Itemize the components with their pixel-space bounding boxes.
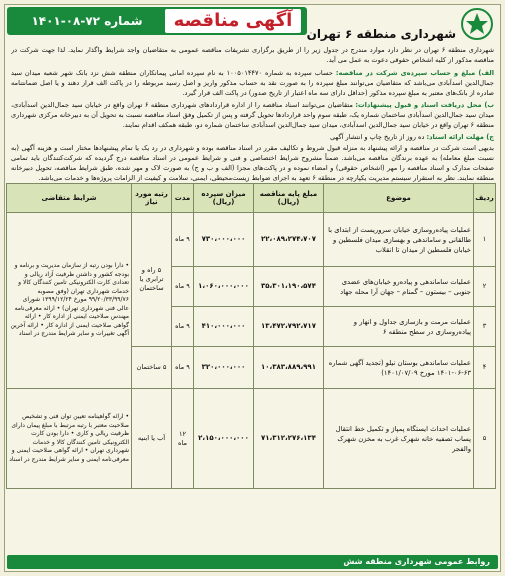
row-number: ۲ <box>474 267 496 307</box>
row-base-price: ۳۵،۳۰۱،۱۹۰،۵۷۴ <box>254 267 324 307</box>
row-base-price: ۱۳،۴۷۲،۷۹۲،۷۱۷ <box>254 307 324 347</box>
section-b-text: متقاضیان می‌توانند اسناد مناقصه را از اداره قراردادهای شهرداری منطقه ۶ تهران واقع در خیابان سید جمال‌الدین اسدآبادی، میدان سید جمال‌الدین اسدآبادی ساختمان شماره یک، طبقه سوم واحد قراردادها تحویل گرفته و پس از تکمیل وفق اسناد مناقصه نسبت به تحویل آن به دبیرخانه مرکزی شهرداری منطقه ۶ تهران واقع در خیابان سید جمال‌الدین اسدآبادی، میدان سید جمال‌الدین اسدآبادی ساختمان شماره دو، طبقه همکف اقدام نمایند. <box>11 101 494 129</box>
row-deposit: ۷۳۰،۰۰۰،۰۰۰ <box>194 213 254 267</box>
row-subject: عملیات ساماندهی و پیاده‌رو خیابان‌های عضدی جنوبی – بیستون – گمنام – جهان آرا محله جهاد <box>324 267 474 307</box>
section-a <box>11 68 494 99</box>
col-deposit: میزان سپرده (ریال) <box>194 184 254 213</box>
row-number: ۱ <box>474 213 496 267</box>
tender-notice-page <box>4 4 501 572</box>
row-rank: ۵ راه و ترابری یا ساختمان <box>132 213 172 347</box>
row-subject: عملیات مرمت و بازسازی جداول و انهار و پیاده‌روسازی در سطح منطقه ۶ <box>324 307 474 347</box>
footer-bar <box>7 555 498 569</box>
table-header-row <box>7 184 496 213</box>
municipality-logo-icon <box>460 7 494 41</box>
conditions-paragraph <box>11 143 494 183</box>
row-duration: ۹ ماه <box>172 267 194 307</box>
row-deposit: ۳۲۰،۰۰۰،۰۰۰ <box>194 347 254 389</box>
notice-header <box>7 7 498 43</box>
section-c-title: ج) مهلت ارائه اسناد: <box>426 133 494 141</box>
section-b <box>11 100 494 131</box>
row-number: ۴ <box>474 347 496 389</box>
section-c <box>11 132 494 142</box>
row-duration: ۹ ماه <box>172 213 194 267</box>
tender-items-table <box>6 183 496 489</box>
banner <box>7 7 307 35</box>
col-conditions: شرایط متقاضی <box>7 184 132 213</box>
org-title: شهرداری منطقه ۶ تهران <box>306 27 456 41</box>
row-subject: عملیات ساماندهی بوستان نیلو (تجدید آگهی شماره ۶۳-۰۶-۱۴۰۱ مورخ ۱۴۰۱/۰۷/۰۹) <box>324 347 474 389</box>
row-subject: عملیات احداث ایستگاه پمپاژ و تکمیل خط انتقال پساب تصفیه خانه شهرک غرب به مخزن شهرک والفجر <box>324 389 474 489</box>
row-deposit: ۴۱۰،۰۰۰،۰۰۰ <box>194 307 254 347</box>
row-conditions: • دارا بودن رتبه از سازمان مدیریت و برنامه و بودجه کشور و داشتن ظرفیت آزاد ریالی و تعدادی کارت الکترونیکی تامین کنندگان کالا و خدمات شهرداری تهران (وفق مصوبه ۹۹/۲۰/۳۳/۹۹/۷۶ مورخ ۱۳۹۹/۱۲/۲۴ شورای عالی فنی شهرداری تهران) • ارائه معرفی‌نامه مهندس صلاحیت ایمنی از اداره کار • ارائه گواهی صلاحیت ایمنی از اداره کار • ارائه آخرین آگهی تغییرات و سایر شرایط مندرج در اسناد <box>7 213 132 389</box>
row-base-price: ۱۰،۳۸۳،۸۸۹،۹۹۱ <box>254 347 324 389</box>
col-duration: مدت <box>172 184 194 213</box>
section-c-text: ده روز از تاریخ چاپ و انتشار آگهی <box>329 133 425 141</box>
row-number: ۳ <box>474 307 496 347</box>
section-b-title: ب) محل دریافت اسناد و قبول پیشنهادات: <box>355 101 494 109</box>
row-rank: آب یا ابنیه <box>132 389 172 489</box>
col-base-price: مبلغ پایه مناقصه (ریال) <box>254 184 324 213</box>
footer-text: روابط عمومی شهرداری منطقه شش <box>343 557 490 566</box>
row-deposit: ۲،۱۵۰،۰۰۰،۰۰۰ <box>194 389 254 489</box>
row-duration: ۹ ماه <box>172 347 194 389</box>
row-deposit: ۱،۰۶۰،۰۰۰،۰۰۰ <box>194 267 254 307</box>
table-row <box>7 213 496 267</box>
row-duration: ۹ ماه <box>172 307 194 347</box>
row-duration: ۱۲ ماه <box>172 389 194 489</box>
table-row <box>7 389 496 489</box>
section-a-title: الف) مبلغ و حساب سپرده‌ی شرکت در مناقصه: <box>335 69 494 77</box>
section-a-text: حساب سپرده به شماره ۱۰۰۵۰۱۴۴۷۰ به نام سپرده امانی پیمانکاران منطقه شش نزد بانک شهر شعبه میدان سید جمال‌الدین اسدآبادی می‌باشد که متقاضیان می‌توانند مبلغ سپرده را به صورت نقد به حساب مذکور واریز و اصل رسید مربوطه را در پاکت الف قرار دهند و یا اصل ضمانتنامه صادره از بانک‌های معتبر به مبلغ سپرده مذکور (حداقل دارای سه ماه اعتبار از تاریخ صدور) در پاکت الف قرار گیرد. <box>11 69 494 97</box>
row-number: ۵ <box>474 389 496 489</box>
col-subject: موضوع <box>324 184 474 213</box>
notice-number: شماره ۷۲-۰۸-۱۴۰۱ <box>31 14 143 28</box>
col-row-number: ردیف <box>474 184 496 213</box>
intro-text: شهرداری منطقه ۶ تهران در نظر دارد موارد مندرج در جدول زیر را از طریق برگزاری تشریفات مناقصه عمومی به متقاضیان واجد شرایط واگذار نماید. لذا جهت شرکت در مناقصه مذکور از کلیه اشخاص حقوقی دعوت به عمل می آید. <box>11 46 494 64</box>
banner-title: آگهی مناقصه <box>165 9 301 33</box>
row-base-price: ۷۱،۳۱۲،۲۷۶،۱۳۴ <box>254 389 324 489</box>
row-rank: ۵ ساختمان <box>132 347 172 389</box>
row-subject: عملیات پیاده‌روسازی خیابان سروریست از ابتدای با طالقانی و ساماندهی و بهسازی میدان فلسطین و خیابان فلسطین از میدان تا انقلاب <box>324 213 474 267</box>
row-conditions: • ارائه گواهینامه تعیین توان فنی و تشخیص صلاحیت معتبر با رتبه مرتبط با مبلغ پیمان دارای ظرفیت ریالی و کاری • دارا بودن کارت الکترونیکی تامین کنندگان کالا و خدمات شهرداری تهران • ارائه گواهی صلاحیت ایمنی و معرفی‌نامه ایمنی و سایر شرایط مندرج در اسناد <box>7 389 132 489</box>
row-base-price: ۲۲،۰۸۹،۲۷۴،۷۰۷ <box>254 213 324 267</box>
conditions-text: بدیهی است شرکت در مناقصه و ارائه پیشنهاد به منزله قبول شروط و تکالیف مقرر در اسناد مناقصه بوده و شهرداری در رد یک یا تمام پیشنهادها مختار است و هزینه آگهی (به نسبت مبلغ معامله) به عهده برندگان مناقصه می‌باشد. ضمناً مشروح شرایط اختصاصی و فنی و شرایط عمومی در اسناد مناقصه درج گردیده که شرکت‌کنندگان باید تمامی صفحات مدارک و اسناد مناقصه را مهر (اشخاص حقوقی) و امضاء نموده و در پاکت‌های مجزا (الف و ب و ج) به صورت لاک و مهر شده، طبق شرایط مناقصه، تحویل دبیرخانه منطقه نمایند. نظر به استقرار سیستم مدیریت یکپارچه در منطقه ۶ تعهد به اجرای ضوابط زیست‌محیطی، ایمنی، سلامت و کیفیت از الزامات پروژه‌ها و خدمات می‌باشد. <box>11 144 494 182</box>
col-rank: رتبه مورد نیاز <box>132 184 172 213</box>
intro-paragraph <box>11 45 494 67</box>
